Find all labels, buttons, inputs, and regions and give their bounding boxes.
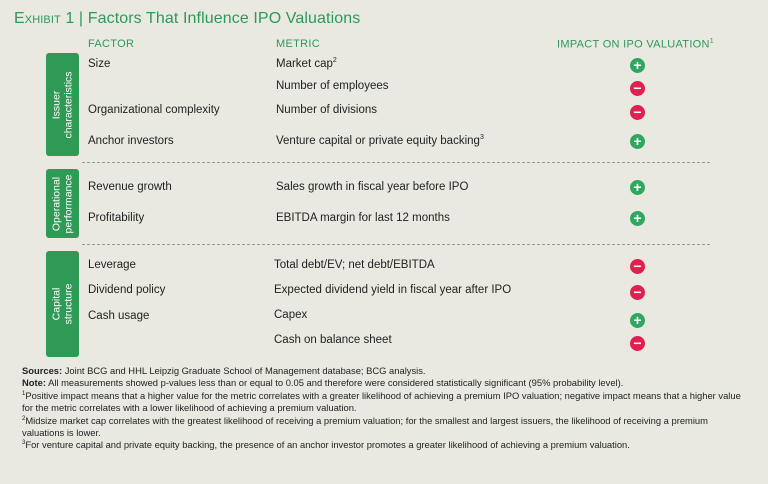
metric-text: EBITDA margin for last 12 months [276,212,450,224]
metric-text: Sales growth in fiscal year before IPO [276,181,469,193]
factor-cell: Size [88,58,111,70]
metric-cell [276,80,389,92]
title-text: Factors That Influence IPO Valuations [87,10,361,27]
metric-cell [276,181,468,193]
footnote-mark: 2 [22,415,26,422]
header-impact-label: IMPACT ON IPO VALUATION [557,38,710,51]
factor-cell: Cash usage [88,310,150,322]
metric-text: Number of employees [276,80,389,92]
plus-icon: + [630,58,645,73]
group-label: Operational performance [50,174,75,233]
footnote-2 [22,415,742,440]
metric-text: Expected dividend yield in fiscal year after IPO [274,284,512,296]
metric-cell [276,58,337,70]
metric-text: Market cap [276,58,333,70]
group-divider [82,162,710,163]
header-metric: METRIC [276,38,320,50]
group-divider [82,244,710,245]
minus-icon: − [630,285,645,300]
minus-icon: − [630,81,645,96]
general-note [22,377,742,389]
metric-text: Cash on balance sheet [274,334,392,346]
factor-cell: Anchor investors [88,135,174,147]
group-label: Capital structure [50,283,75,325]
note-text: All measurements showed p-values less than or equal to 0.05 and therefore were considered statistically significant (95% probability level). [48,377,624,389]
footnote-text: For venture capital and private equity backing, the presence of an anchor investor promotes a greater likelihood of achieving a premium valuation. [25,439,630,451]
factor-cell: Revenue growth [88,181,172,193]
factor-cell: Leverage [88,259,136,271]
metric-text: Number of divisions [276,104,377,116]
exhibit-title [14,10,360,28]
metric-cell [274,284,511,296]
footnote-3 [22,439,742,451]
footnote-mark: 3 [22,440,26,447]
header-factor: FACTOR [88,38,135,50]
metric-cell [274,334,392,346]
group-label: Issuer characteristics [50,70,75,139]
title-separator: | [78,10,84,27]
metric-cell [274,259,435,271]
plus-icon: + [630,313,645,328]
header-impact-sup: 1 [709,38,714,45]
metric-text: Capex [274,309,308,321]
metric-cell [276,104,377,116]
minus-icon: − [630,336,645,351]
footnote-text: Midsize market cap correlates with the greatest likelihood of receiving a premium valuation; for the smallest and largest issuers, the likelihood of receiving a premium valuations is lower. [22,414,708,439]
note-label: Note: [22,377,46,389]
plus-icon: + [630,134,645,149]
metric-text: Venture capital or private equity backing [276,135,480,147]
sources-label: Sources: [22,365,63,376]
group-operational-performance [46,169,79,238]
footnote-1 [22,390,742,415]
metric-sup: 3 [479,134,484,142]
metric-cell [276,135,484,147]
sources-text: Joint BCG and HHL Leipzig Graduate School of Management database; BCG analysis. [64,365,426,376]
minus-icon: − [630,105,645,120]
metric-cell [276,212,450,224]
metric-cell [274,309,307,321]
footnote-mark: 1 [22,390,26,397]
minus-icon: − [630,259,645,274]
metric-sup: 2 [332,57,337,65]
header-impact [557,38,714,51]
group-capital-structure [46,251,79,357]
factor-cell: Dividend policy [88,284,166,296]
factor-cell: Organizational complexity [88,104,220,116]
metric-text: Total debt/EV; net debt/EBITDA [274,259,435,271]
factor-cell: Profitability [88,212,145,224]
group-issuer-characteristics [46,53,79,156]
plus-icon: + [630,180,645,195]
footnotes [22,365,742,452]
exhibit-number: Exhibit 1 [14,10,75,27]
sources-note [22,365,742,377]
footnote-text: Positive impact means that a higher value for the metric correlates with a greater likelihood of achieving a premium IPO valuation; negative impact means that a higher value for the metric correlates with a lower likelihood of achieving a premium valuation. [22,389,741,414]
plus-icon: + [630,211,645,226]
